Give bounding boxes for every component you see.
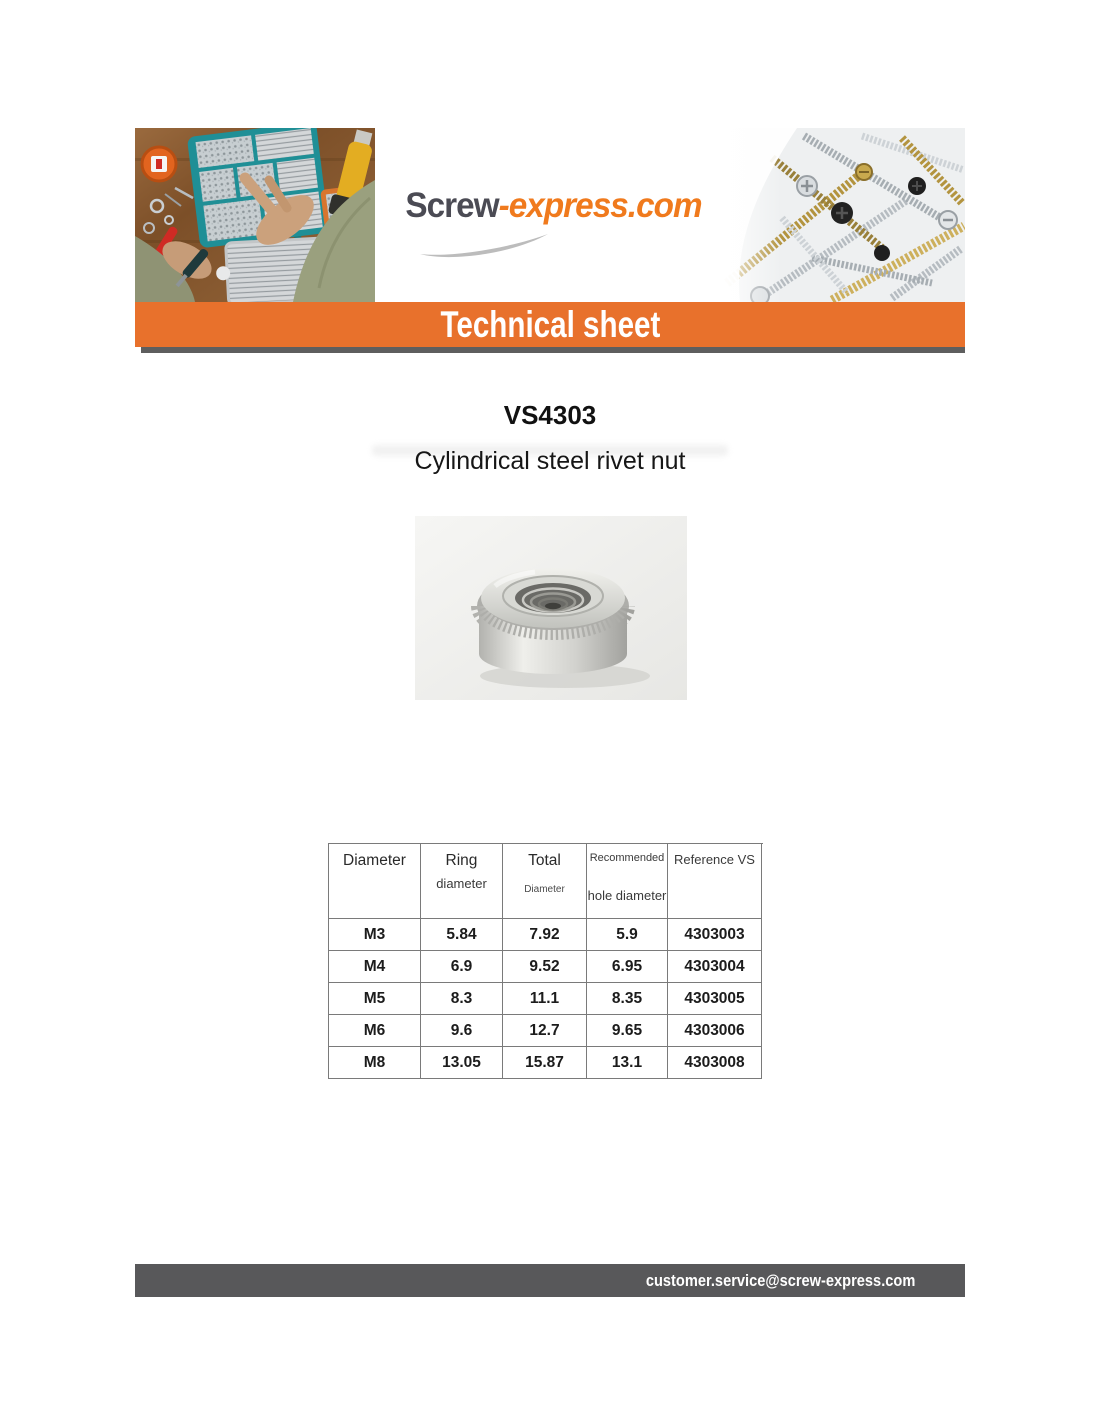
- column-header-recommended-hole-diameter: Recommended hole diameter: [587, 844, 668, 919]
- table-cell: 8.35: [587, 983, 668, 1015]
- pile-of-screws-photo: [712, 128, 965, 302]
- table-cell: 4303008: [668, 1047, 762, 1079]
- table-cell: 4303003: [668, 919, 762, 951]
- banner-shadow-line: [141, 347, 965, 353]
- column-header-diameter: Diameter: [329, 844, 421, 919]
- footer-bar: [135, 1264, 965, 1297]
- column-header-reference-vs: Reference VS: [668, 844, 762, 919]
- column-header-total-diameter: Total Diameter: [503, 844, 587, 919]
- table-cell: 5.84: [421, 919, 503, 951]
- table-cell: 9.65: [587, 1015, 668, 1047]
- column-header-ring-diameter: Ring diameter: [421, 844, 503, 919]
- product-code-title: VS4303: [503, 400, 597, 430]
- table-cell: 11.1: [503, 983, 587, 1015]
- product-name-subtitle: Cylindrical steel rivet nut: [414, 447, 686, 475]
- logo-swoosh-graphic: [418, 232, 550, 260]
- table-cell: M3: [329, 919, 421, 951]
- right-photo-illustration: [712, 128, 965, 302]
- table-cell: 9.52: [503, 951, 587, 983]
- table-cell: 4303006: [668, 1015, 762, 1047]
- workbench-hands-sorting-screws-photo: [135, 128, 375, 302]
- table-cell: M6: [329, 1015, 421, 1047]
- table-cell: 7.92: [503, 919, 587, 951]
- table-cell: 8.3: [421, 983, 503, 1015]
- technical-sheet-title: Technical sheet: [440, 304, 660, 345]
- table-cell: 5.9: [587, 919, 668, 951]
- spec-table: [328, 843, 763, 1079]
- left-photo-illustration: [135, 128, 375, 302]
- table-cell: 4303005: [668, 983, 762, 1015]
- table-cell: 6.95: [587, 951, 668, 983]
- customer-service-email: customer.service@screw-express.com: [645, 1271, 915, 1290]
- rivet-nut-illustration: [415, 516, 687, 700]
- screw-express-logo: [393, 186, 713, 226]
- table-cell: 6.9: [421, 951, 503, 983]
- table-cell: 4303004: [668, 951, 762, 983]
- table-cell: 13.05: [421, 1047, 503, 1079]
- table-cell: 15.87: [503, 1047, 587, 1079]
- table-cell: 13.1: [587, 1047, 668, 1079]
- steel-rivet-nut-photo: [415, 516, 687, 700]
- header-banner: [135, 128, 965, 302]
- table-cell: M5: [329, 983, 421, 1015]
- logo-text-express: -express.com: [498, 186, 702, 225]
- logo-text-screw: Screw: [405, 186, 499, 225]
- table-cell: M4: [329, 951, 421, 983]
- technical-sheet-banner: [135, 302, 965, 347]
- table-cell: 12.7: [503, 1015, 587, 1047]
- table-cell: M8: [329, 1047, 421, 1079]
- table-cell: 9.6: [421, 1015, 503, 1047]
